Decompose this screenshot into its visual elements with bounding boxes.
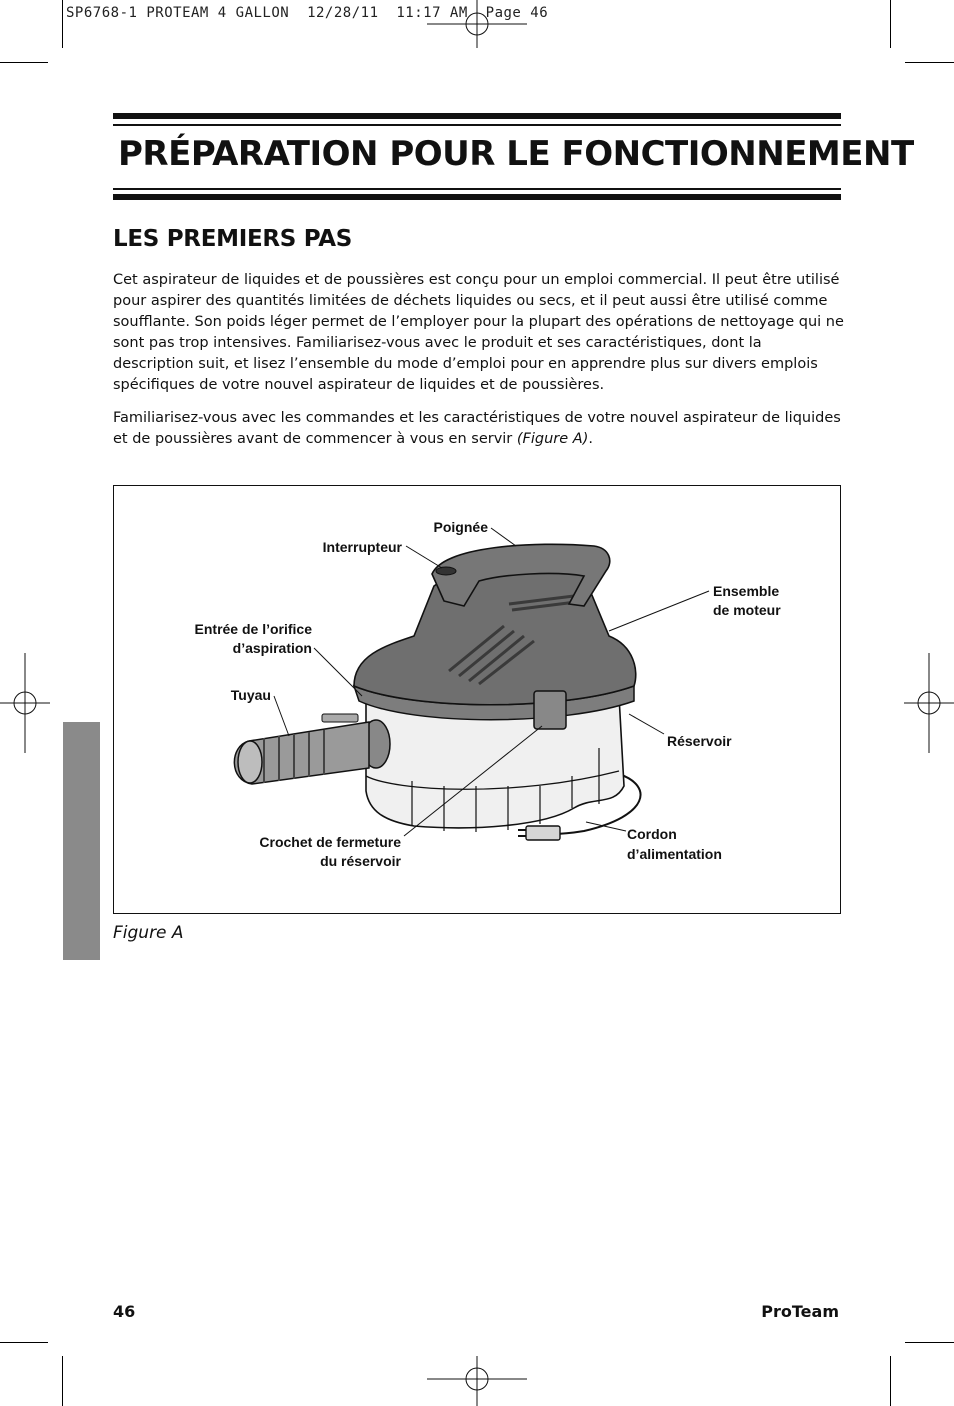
- label-latch-2: du réservoir: [320, 853, 401, 869]
- label-cord-1: Cordon: [627, 826, 677, 842]
- title-rule-top-thin: [113, 124, 841, 126]
- title-rule-top: [113, 113, 841, 119]
- intro-paragraph: Cet aspirateur de liquides et de poussières est conçu pour un emploi commercial. Il peut être utilisé pour aspirer des quantités limitées de déchets liquides ou secs, et il peut aussi être utilisé comme soufflante. Son poids léger permet de l’employer pour la plupart des opérations de nettoyage qui ne sont pas trop intensives. Familiarisez-vous avec le produit et ses caractéristiques, dont la description suit, et lisez l’ensemble du mode d’emploi pour en apprendre plus sur divers emplois spécifiques de votre nouvel aspirateur de liquides et de poussières.: [113, 272, 844, 393]
- tank-latch: [534, 691, 566, 729]
- title-rule-bottom-thin: [113, 188, 841, 190]
- controls-paragraph-text: Familiarisez-vous avec les commandes et les caractéristiques de votre nouvel aspirateur de liquides et de poussières avant de commencer à vous en servir: [113, 410, 841, 447]
- page-number: 46: [113, 1302, 136, 1321]
- brand-name: ProTeam: [761, 1302, 839, 1321]
- vacuum-illustration: [114, 486, 840, 913]
- page-title: PRÉPARATION POUR LE FONCTIONNEMENT: [118, 134, 914, 174]
- label-hose: Tuyau: [230, 687, 271, 703]
- controls-paragraph-end: .: [588, 431, 593, 447]
- label-cord-2: d’alimentation: [627, 846, 722, 862]
- figure-caption: Figure A: [113, 923, 184, 943]
- label-motor-2: de moteur: [713, 602, 781, 618]
- label-inlet-1: Entrée de l’orifice: [194, 621, 312, 637]
- hose-clip: [322, 714, 358, 722]
- figure-a-box: [113, 485, 841, 914]
- label-latch-1: Crochet de fermeture: [259, 834, 401, 850]
- label-switch: Interrupteur: [322, 539, 402, 555]
- figure-reference: (Figure A): [516, 431, 589, 447]
- label-motor-1: Ensemble: [713, 583, 780, 599]
- power-switch: [436, 567, 456, 575]
- label-inlet-2: d’aspiration: [232, 640, 312, 656]
- section-title: LES PREMIERS PAS: [113, 226, 352, 252]
- label-tank: Réservoir: [667, 733, 732, 749]
- controls-paragraph: [113, 408, 845, 450]
- title-rule-bottom: [113, 194, 841, 200]
- label-handle: Poignée: [433, 519, 488, 535]
- side-thumb-tab: [63, 722, 100, 960]
- hose-end: [238, 741, 262, 783]
- power-plug: [518, 826, 560, 840]
- print-slug: SP6768-1 PROTEAM 4 GALLON 12/28/11 11:17 AM Page 46: [66, 5, 549, 21]
